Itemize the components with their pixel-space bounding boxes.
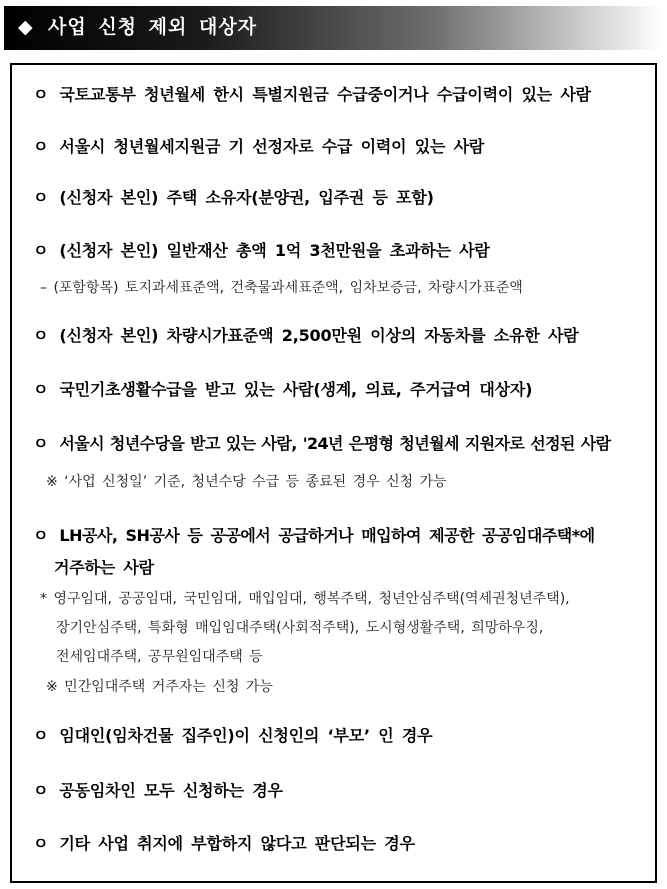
item-text: (신청자 본인) 일반재산 총액 1억 3천만원을 초과하는 사람 — [59, 241, 490, 260]
item-text: 국민기초생활수급을 받고 있는 사람(생계, 의료, 주거급여 대상자) — [59, 380, 533, 399]
item-text: 서울시 청년수당을 받고 있는 사람, '24년 은평형 청년월세 지원자로 선정된 사람 — [59, 434, 611, 453]
bullet-icon: ㅇ — [33, 434, 49, 453]
list-item — [33, 185, 434, 208]
list-item-continuation: 거주하는 사람 — [54, 558, 154, 577]
list-item — [33, 377, 532, 400]
bullet-icon: ㅇ — [33, 834, 49, 853]
bullet-icon: ㅇ — [33, 241, 49, 260]
bullet-icon: ㅇ — [33, 726, 49, 745]
bullet-icon: ㅇ — [33, 526, 49, 545]
bullet-icon: ㅇ — [33, 781, 49, 800]
item-text: 공동임차인 모두 신청하는 경우 — [59, 781, 283, 800]
list-item — [33, 723, 432, 746]
list-item — [33, 323, 578, 346]
section-header — [4, 6, 663, 50]
item-text: (신청자 본인) 주택 소유자(분양권, 입주권 등 포함) — [59, 188, 434, 207]
item-text: 기타 사업 취지에 부합하지 않다고 판단되는 경우 — [59, 834, 415, 853]
list-item — [33, 778, 283, 801]
item-text: 임대인(임차건물 집주인)이 신청인의 ‘부모’ 인 경우 — [59, 726, 433, 745]
section-title: 사업 신청 제외 대상자 — [48, 16, 258, 38]
bullet-icon: ㅇ — [33, 188, 49, 207]
bullet-icon: ㅇ — [33, 326, 49, 345]
list-item — [33, 431, 610, 454]
list-item — [33, 831, 415, 854]
bullet-icon: ㅇ — [33, 380, 49, 399]
item-text: 국토교통부 청년월세 한시 특별지원금 수급중이거나 수급이력이 있는 사람 — [59, 85, 591, 104]
item-text: LH공사, SH공사 등 공공에서 공급하거나 매입하여 제공한 공공임대주택*에 — [59, 526, 595, 545]
sub-note: ※ ‘사업 신청일’ 기준, 청년수당 수급 등 종료된 경우 신청 가능 — [46, 474, 447, 490]
sub-note: 전세임대주택, 공무원임대주택 등 — [56, 649, 263, 665]
bullet-icon: ㅇ — [33, 85, 49, 104]
list-item — [33, 523, 595, 546]
diamond-icon: ◆ — [18, 16, 33, 38]
sub-note: – (포함항목) 토지과세표준액, 건축물과세표준액, 임차보증금, 차량시가표준액 — [40, 280, 523, 296]
bullet-icon: ㅇ — [33, 137, 49, 156]
item-text: 서울시 청년월세지원금 기 선정자로 수급 이력이 있는 사람 — [59, 137, 485, 156]
list-item — [33, 238, 490, 261]
list-item — [33, 134, 484, 157]
sub-note: 장기안심주택, 특화형 매입임대주택(사회적주택), 도시형생활주택, 희망하우징, — [56, 620, 544, 636]
sub-note: ※ 민간임대주택 거주자는 신청 가능 — [46, 679, 273, 695]
item-text: (신청자 본인) 차량시가표준액 2,500만원 이상의 자동차를 소유한 사람 — [59, 326, 579, 345]
list-item — [33, 82, 591, 105]
sub-note: * 영구임대, 공공임대, 국민임대, 매입임대, 행복주택, 청년안심주택(역세권청년주택), — [40, 591, 570, 607]
